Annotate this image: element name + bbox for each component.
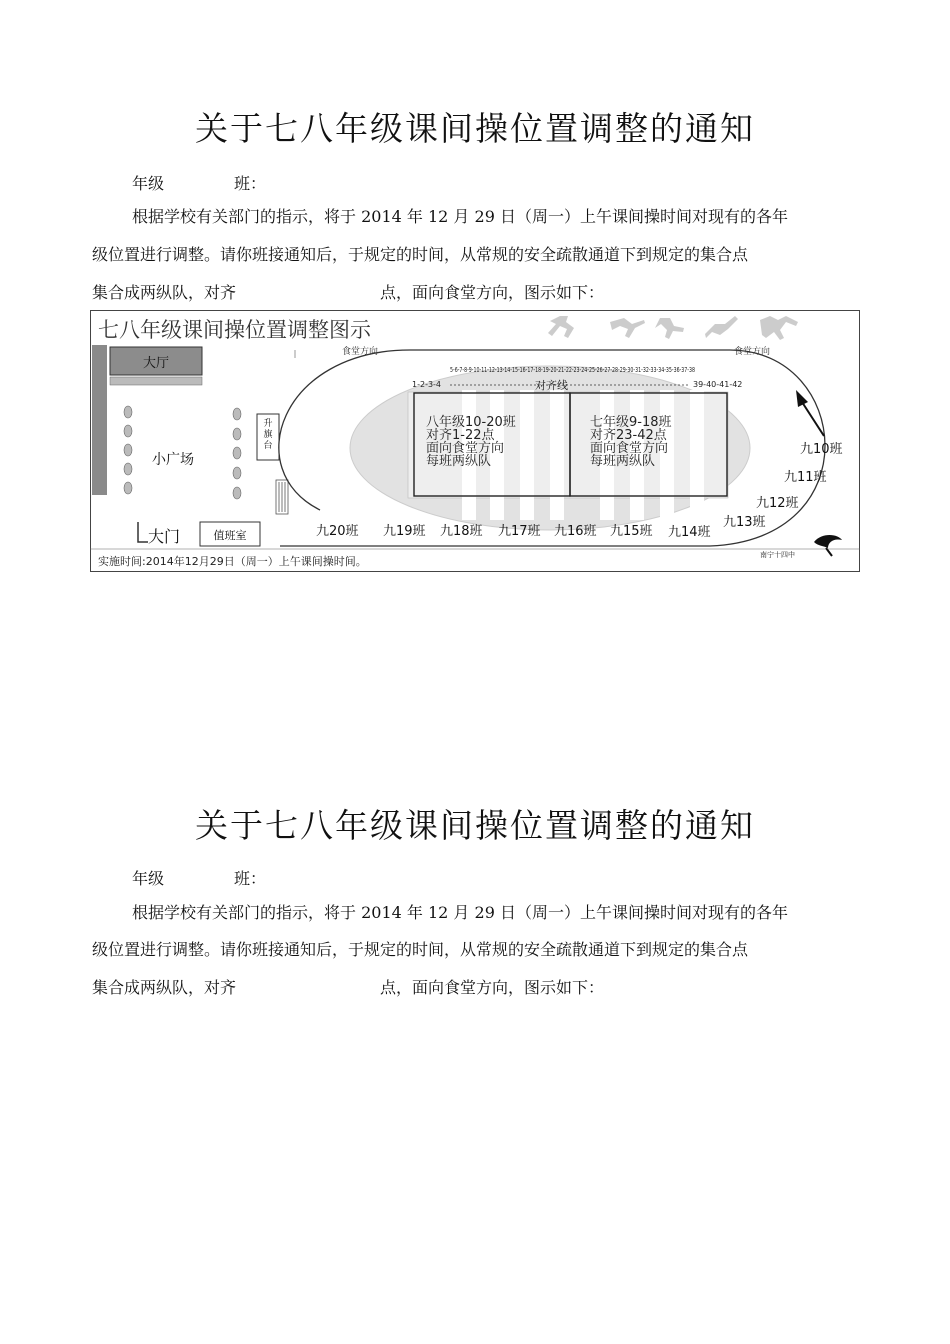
- grade8-line-2: 对齐1-22点: [426, 428, 495, 443]
- grade7-line-1: 七年级9-18班: [590, 415, 672, 430]
- grade-label: 年级: [132, 869, 165, 888]
- body-line-1: 根据学校有关部门的指示，将于 2014 年 12 月 29 日（周一）上午课间操时间对现有的各年: [132, 903, 788, 922]
- hall-label: 大厅: [142, 356, 170, 371]
- implementation-time: 实施时间:2014年12月29日（周一）上午课间操时间。: [98, 555, 367, 568]
- body-line-3a: 集合成两纵队，对齐: [92, 283, 237, 302]
- class-label: 班：: [234, 174, 267, 193]
- points-top: 5-6-7-8-9-10-11-12-13-14-15-16-17-18-19-20-21-22-23-24-25-26-27-28-29-30-31-32-33-34-35-36-37-38: [450, 365, 696, 374]
- class-label-9-20: 九20班: [316, 524, 359, 539]
- align-line-label: 对齐线: [535, 379, 568, 392]
- class-label-9-10: 九10班: [800, 442, 843, 457]
- grade8-line-4: 每班两纵队: [426, 454, 492, 469]
- grade7-line-3: 面向食堂方向: [590, 441, 669, 456]
- grade8-line-3: 面向食堂方向: [426, 441, 505, 456]
- class-label-9-15: 九15班: [610, 524, 653, 539]
- body-line-1: 根据学校有关部门的指示，将于 2014 年 12 月 29 日（周一）上午课间操时间对现有的各年: [132, 207, 788, 226]
- class-label-9-11: 九11班: [784, 470, 827, 485]
- body-line-3b: 点，面向食堂方向，图示如下：: [380, 978, 605, 997]
- points-right: 39-40-41-42: [693, 380, 743, 389]
- body-line-3b: 点，面向食堂方向，图示如下：: [380, 283, 605, 302]
- body-line-2: 级位置进行调整。请你班接通知后，于规定的时间，从常规的安全疏散通道下到规定的集合点: [92, 940, 749, 959]
- class-label-9-17: 九17班: [498, 524, 541, 539]
- grade7-line-2: 对齐23-42点: [590, 428, 667, 443]
- body-line-2: 级位置进行调整。请你班接通知后，于规定的时间，从常规的安全疏散通道下到规定的集合点: [92, 245, 749, 264]
- grade-label: 年级: [132, 174, 165, 193]
- duty-room-label: 值班室: [213, 529, 247, 542]
- class-label-9-12: 九12班: [756, 496, 799, 511]
- grade7-line-4: 每班两纵队: [590, 454, 656, 469]
- notice-title: 关于七八年级课间操位置调整的通知: [195, 109, 755, 148]
- notice-title: 关于七八年级课间操位置调整的通知: [195, 806, 755, 845]
- diagram-heading: 七八年级课间操位置调整图示: [98, 318, 371, 342]
- square-label: 小广场: [152, 452, 194, 468]
- class-label-9-19: 九19班: [383, 524, 426, 539]
- class-label: 班：: [234, 869, 267, 888]
- class-label-9-14: 九14班: [668, 525, 711, 540]
- class-label-9-16: 九16班: [554, 524, 597, 539]
- school-name: 南宁十四中: [760, 551, 795, 559]
- building-strip: [92, 345, 107, 495]
- class-label-9-18: 九18班: [440, 524, 483, 539]
- gate-label: 大门: [148, 527, 181, 546]
- canteen-direction-right: 食堂方向: [734, 347, 771, 357]
- points-left: 1-2-3-4: [412, 380, 442, 389]
- canteen-direction-left: 食堂方向: [342, 347, 379, 357]
- position-diagram: [90, 310, 860, 572]
- svg-text:升旗台: 升旗台: [263, 419, 273, 451]
- class-label-9-13: 九13班: [723, 515, 766, 530]
- body-line-3a: 集合成两纵队，对齐: [92, 978, 237, 997]
- grade8-line-1: 八年级10-20班: [426, 415, 516, 430]
